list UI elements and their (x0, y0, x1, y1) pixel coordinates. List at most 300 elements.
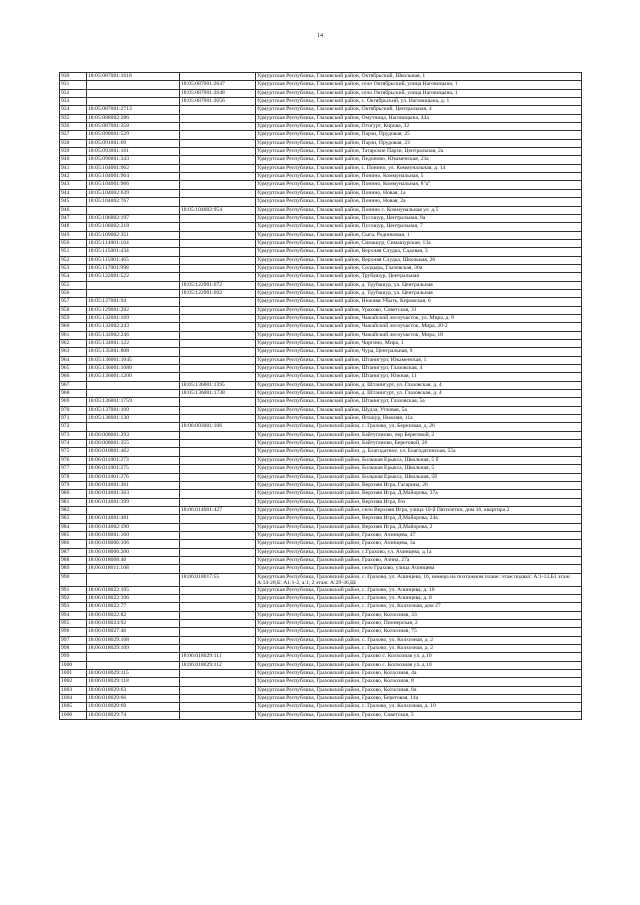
row-number-cell: 948 (60, 223, 87, 231)
row-number-cell: 930 (60, 73, 87, 81)
address-cell: Удмуртская Республика, Глазовский район, Симашур, Симашурская, 13а (256, 239, 582, 247)
table-row (60, 114, 582, 122)
land-cadastral-number-cell: 18:05:088002:286 (87, 114, 180, 122)
building-cadastral-number-cell: 18:05:087001:2648 (180, 89, 256, 97)
address-cell: Удмуртская Республика, Граховский район, с. Грахово, ул. Ачинцева, 16, номера на поэтажном плане: этаж подвал: А:1-13,Б1 этаж: А:14-28,Б: А1:1-2, а:1; 2 этаж: А:29-36,Ш (256, 573, 582, 586)
address-cell: Удмуртская Республика, Глазовский район, Понино, Коммунальная, 8"а" (256, 181, 582, 189)
land-cadastral-number-cell: 18:06:011001:275 (87, 465, 180, 473)
building-cadastral-number-cell (180, 181, 256, 189)
land-cadastral-number-cell: 18:05:087001:2713 (87, 106, 180, 114)
land-cadastral-number-cell: 18:06:018029:69 (87, 703, 180, 711)
address-cell: Удмуртская Республика, Граховский район, Грахово, Колхозная, 33 (256, 611, 582, 619)
row-number-cell: 972 (60, 423, 87, 431)
building-cadastral-number-cell (180, 456, 256, 464)
table-row (60, 173, 582, 181)
address-cell: Удмуртская Республика, Граховский район, Байтуганово, Береговой, 26 (256, 440, 582, 448)
row-number-cell: 974 (60, 440, 87, 448)
land-cadastral-number-cell: 18:05:106002:218 (87, 223, 180, 231)
address-cell: Удмуртская Республика, Глазовский район, Чиргино, Мира, 1 (256, 340, 582, 348)
row-number-cell: 998 (60, 645, 87, 653)
table-row (60, 448, 582, 456)
row-number-cell: 957 (60, 298, 87, 306)
building-cadastral-number-cell (180, 678, 256, 686)
row-number-cell: 958 (60, 306, 87, 314)
table-row (60, 214, 582, 222)
table-row (60, 298, 582, 306)
row-number-cell: 942 (60, 173, 87, 181)
table-row (60, 73, 582, 81)
row-number-cell: 944 (60, 189, 87, 197)
building-cadastral-number-cell (180, 473, 256, 481)
land-cadastral-number-cell: 18:06:018029:108 (87, 636, 180, 644)
building-cadastral-number-cell (180, 214, 256, 222)
building-cadastral-number-cell: 18:06:003001:106 (180, 423, 256, 431)
row-number-cell: 952 (60, 256, 87, 264)
building-cadastral-number-cell (180, 481, 256, 489)
row-number-cell: 940 (60, 156, 87, 164)
land-cadastral-number-cell (87, 573, 180, 586)
row-number-cell: 965 (60, 365, 87, 373)
table-row (60, 390, 582, 398)
building-cadastral-number-cell (180, 498, 256, 506)
building-cadastral-number-cell (180, 670, 256, 678)
table-row (60, 431, 582, 439)
address-cell: Удмуртская Республика, Граховский район, Большая Ерыкса, Школьная, 5 б (256, 456, 582, 464)
land-cadastral-number-cell: 18:05:104001:964 (87, 173, 180, 181)
building-cadastral-number-cell (180, 306, 256, 314)
building-cadastral-number-cell (180, 515, 256, 523)
table-row (60, 515, 582, 523)
land-cadastral-number-cell: 18:06:018029:109 (87, 645, 180, 653)
row-number-cell: 960 (60, 323, 87, 331)
row-number-cell: 995 (60, 620, 87, 628)
table-row (60, 323, 582, 331)
table-row (60, 703, 582, 711)
land-cadastral-number-cell (87, 206, 180, 214)
row-number-cell: 983 (60, 515, 87, 523)
row-number-cell: 969 (60, 398, 87, 406)
table-row (60, 481, 582, 489)
table-row (60, 356, 582, 364)
row-number-cell: 990 (60, 573, 87, 586)
address-cell: Удмуртская Республика, Глазовский район, Парзи, Прудовая, 25 (256, 131, 582, 139)
building-cadastral-number-cell (180, 139, 256, 147)
building-cadastral-number-cell: 18:05:136001:1395 (180, 381, 256, 389)
land-cadastral-number-cell: 18:05:129001:282 (87, 306, 180, 314)
address-cell: Удмуртская Республика, Граховский район, с. Грахово, ул. Березовая, д. 26 (256, 423, 582, 431)
table-row (60, 628, 582, 636)
address-cell: Удмуртская Республика, Глазовский район, Октябрьский, Школьная, 1 (256, 73, 582, 81)
building-cadastral-number-cell (180, 523, 256, 531)
table-row (60, 611, 582, 619)
land-cadastral-number-cell: 18:06:018029:118 (87, 678, 180, 686)
land-cadastral-number-cell: 18:06:014001:481 (87, 515, 180, 523)
land-cadastral-number-cell (87, 423, 180, 431)
table-row (60, 81, 582, 89)
land-cadastral-number-cell (87, 653, 180, 661)
land-cadastral-number-cell: 18:06:014002:190 (87, 523, 180, 531)
address-cell: Удмуртская Республика, Граховский район, Грахово, Ачинцева, 47 (256, 531, 582, 539)
address-cell: Удмуртская Республика, Граховский район, Байтуганово, пер Береговой, 2 (256, 431, 582, 439)
table-row (60, 273, 582, 281)
row-number-cell: 947 (60, 214, 87, 222)
row-number-cell: 1002 (60, 678, 87, 686)
address-cell: Удмуртская Республика, Граховский район, с. Грахово, ул. Ачинцева, д. 8 (256, 594, 582, 602)
building-cadastral-number-cell (180, 340, 256, 348)
row-number-cell: 1006 (60, 711, 87, 719)
land-cadastral-number-cell: 18:06:018006:200 (87, 548, 180, 556)
building-cadastral-number-cell (180, 406, 256, 414)
address-cell: Удмуртская Республика, Граховский район, Грахово с. Колхозная ул. д.10 (256, 661, 582, 669)
building-cadastral-number-cell (180, 711, 256, 719)
building-cadastral-number-cell (180, 106, 256, 114)
row-number-cell: 945 (60, 198, 87, 206)
row-number-cell: 981 (60, 498, 87, 506)
address-cell: Удмуртская Республика, Граховский район, с. Грахово, ул. Колхозная, д. 2 (256, 645, 582, 653)
land-cadastral-number-cell: 18:05:132002:246 (87, 331, 180, 339)
table-row (60, 573, 582, 586)
address-cell: Удмуртская Республика, Глазовский район, Чажайский лесоучасток, Мира, 18 (256, 331, 582, 339)
table-row (60, 381, 582, 389)
row-number-cell: 966 (60, 373, 87, 381)
table-row (60, 206, 582, 214)
row-number-cell: 989 (60, 565, 87, 573)
land-cadastral-number-cell: 18:06:010001:462 (87, 448, 180, 456)
land-cadastral-number-cell: 18:05:096001:343 (87, 156, 180, 164)
building-cadastral-number-cell (180, 114, 256, 122)
table-row (60, 373, 582, 381)
building-cadastral-number-cell (180, 603, 256, 611)
land-cadastral-number-cell: 18:06:008001:355 (87, 440, 180, 448)
land-cadastral-number-cell: 18:06:018029:115 (87, 670, 180, 678)
land-cadastral-number-cell (87, 281, 180, 289)
land-cadastral-number-cell: 18:05:136001:1045 (87, 356, 180, 364)
table-row (60, 348, 582, 356)
row-number-cell: 938 (60, 139, 87, 147)
row-number-cell: 939 (60, 148, 87, 156)
address-cell: Удмуртская Республика, Глазовский район, Верхняя Слудка, Садовая, 3 (256, 248, 582, 256)
land-cadastral-number-cell: 18:05:122001:522 (87, 273, 180, 281)
address-cell: Удмуртская Республика, Глазовский район, с. Октябрьский, ул. Наговицына, д. 1 (256, 98, 582, 106)
address-cell: Удмуртская Республика, Глазовский район, Штанигурт, Глазовская, 5а (256, 398, 582, 406)
table-row (60, 231, 582, 239)
row-number-cell: 978 (60, 473, 87, 481)
address-cell: Удмуртская Республика, Граховский район, село Верхняя Игра, улица 10-й Пятилетки, дом 16, квартира 2 (256, 506, 582, 514)
building-cadastral-number-cell (180, 531, 256, 539)
row-number-cell: 943 (60, 181, 87, 189)
land-cadastral-number-cell: 18:05:134001:122 (87, 340, 180, 348)
land-cadastral-number-cell: 18:06:008001:293 (87, 431, 180, 439)
land-cadastral-number-cell: 18:05:104002:639 (87, 189, 180, 197)
row-number-cell: 934 (60, 106, 87, 114)
table-row (60, 306, 582, 314)
table-row (60, 540, 582, 548)
building-cadastral-number-cell (180, 173, 256, 181)
land-cadastral-number-cell (87, 381, 180, 389)
row-number-cell: 977 (60, 465, 87, 473)
table-row (60, 106, 582, 114)
row-number-cell: 973 (60, 431, 87, 439)
land-cadastral-number-cell: 18:06:018024:92 (87, 620, 180, 628)
address-cell: Удмуртская Республика, Граховский район, Верхняя Игра, Д.Майорова, 2 (256, 523, 582, 531)
address-cell: Удмуртская Республика, Граховский район, Грахово, Колхозная, 4а (256, 670, 582, 678)
table-row (60, 331, 582, 339)
building-cadastral-number-cell (180, 189, 256, 197)
land-cadastral-number-cell: 18:06:018001:160 (87, 531, 180, 539)
table-row (60, 473, 582, 481)
table-row (60, 139, 582, 147)
address-cell: Удмуртская Республика, Глазовский район, Штанигурт, Глазовская, 4 (256, 365, 582, 373)
address-cell: Удмуртская Республика, Глазовский район, Понино с. Коммунальная ул. д.5 (256, 206, 582, 214)
table-row (60, 695, 582, 703)
address-cell: Удмуртская Республика, Граховский район, с. Грахово, ул. Ачинцева, д. 10 (256, 586, 582, 594)
row-number-cell: 996 (60, 628, 87, 636)
row-number-cell: 991 (60, 586, 87, 594)
address-cell: Удмуртская Республика, Глазовский район, Пусошур, Центральная, 9а (256, 214, 582, 222)
land-cadastral-number-cell (87, 661, 180, 669)
row-number-cell: 963 (60, 348, 87, 356)
building-cadastral-number-cell (180, 645, 256, 653)
row-number-cell: 950 (60, 239, 87, 247)
row-number-cell: 932 (60, 89, 87, 97)
address-cell: Удмуртская Республика, Граховский район, Грахово, Пионерская, 2 (256, 620, 582, 628)
row-number-cell: 987 (60, 548, 87, 556)
row-number-cell: 949 (60, 231, 87, 239)
table-row (60, 248, 582, 256)
address-cell: Удмуртская Республика, Глазовский район, д. Штанигурт, ул. Глазовская, д. 4 (256, 390, 582, 398)
address-cell: Удмуртская Республика, Глазовский район, Парзи, Прудовая, 23 (256, 139, 582, 147)
address-cell: Удмуртская Республика, Граховский район, Грахово, Колхозная, 75 (256, 628, 582, 636)
building-cadastral-number-cell (180, 398, 256, 406)
address-cell: Удмуртская Республика, Граховский район, Верхняя Игра, б/н (256, 498, 582, 506)
row-number-cell: 988 (60, 556, 87, 564)
land-cadastral-number-cell: 18:05:093001:161 (87, 148, 180, 156)
land-cadastral-number-cell (87, 89, 180, 97)
address-cell: Удмуртская Республика, Граховский район, Грахово с. Колхозная ул. д.10 (256, 653, 582, 661)
building-cadastral-number-cell (180, 540, 256, 548)
building-cadastral-number-cell (180, 264, 256, 272)
address-cell: Удмуртская Республика, Граховский район, с. Грахово, ул. Колхозная, д. 2 (256, 636, 582, 644)
building-cadastral-number-cell (180, 556, 256, 564)
land-cadastral-number-cell (87, 390, 180, 398)
row-number-cell: 953 (60, 264, 87, 272)
building-cadastral-number-cell (180, 686, 256, 694)
address-cell: Удмуртская Республика, Граховский район, Грахово, Колхозная, 8а (256, 686, 582, 694)
building-cadastral-number-cell (180, 323, 256, 331)
building-cadastral-number-cell (180, 156, 256, 164)
table-row (60, 415, 582, 423)
land-cadastral-number-cell: 18:06:014001:399 (87, 498, 180, 506)
row-number-cell: 1004 (60, 695, 87, 703)
row-number-cell: 992 (60, 594, 87, 602)
land-cadastral-number-cell: 18:05:137001:109 (87, 406, 180, 414)
table-row (60, 181, 582, 189)
row-number-cell: 968 (60, 390, 87, 398)
row-number-cell: 1001 (60, 670, 87, 678)
land-cadastral-number-cell: 18:06:018011:108 (87, 565, 180, 573)
row-number-cell: 999 (60, 653, 87, 661)
building-cadastral-number-cell (180, 611, 256, 619)
row-number-cell: 931 (60, 81, 87, 89)
building-cadastral-number-cell (180, 164, 256, 172)
building-cadastral-number-cell (180, 123, 256, 131)
address-cell: Удмуртская Республика, Глазовский район, Педоново, Юкаменская, 23а (256, 156, 582, 164)
building-cadastral-number-cell: 18:06:018029:112 (180, 661, 256, 669)
address-cell: Удмуртская Республика, Глазовский район, Понино, Коммунальная, 5 (256, 173, 582, 181)
address-cell: Удмуртская Республика, Граховский район, Большая Ерыкса, Школьная, 5б (256, 473, 582, 481)
address-cell: Удмуртская Республика, Глазовский район, с. Понино, ул. Коммунальная, д. 14 (256, 164, 582, 172)
land-cadastral-number-cell: 18:05:136001:1200 (87, 373, 180, 381)
table-row (60, 556, 582, 564)
table-row (60, 264, 582, 272)
building-cadastral-number-cell: 18:05:087001:2656 (180, 98, 256, 106)
address-cell: Удмуртская Республика, Граховский район, Грахово, Азина, 27а (256, 556, 582, 564)
table-row (60, 198, 582, 206)
row-number-cell: 994 (60, 611, 87, 619)
land-cadastral-number-cell: 18:05:136001:1080 (87, 365, 180, 373)
table-row (60, 565, 582, 573)
table-row (60, 440, 582, 448)
table-row (60, 711, 582, 719)
table-row (60, 645, 582, 653)
row-number-cell: 951 (60, 248, 87, 256)
address-cell: Удмуртская Республика, Глазовский район, Урахово, Советская, 31 (256, 306, 582, 314)
building-cadastral-number-cell (180, 248, 256, 256)
table-row (60, 289, 582, 297)
table-row (60, 636, 582, 644)
land-cadastral-number-cell (87, 289, 180, 297)
building-cadastral-number-cell (180, 594, 256, 602)
row-number-cell: 941 (60, 164, 87, 172)
land-cadastral-number-cell: 18:06:011001:273 (87, 456, 180, 464)
table-row (60, 423, 582, 431)
address-cell: Удмуртская Республика, Глазовский район, село Октябрьский, улица Наговицына, 1 (256, 81, 582, 89)
address-cell: Удмуртская Республика, Глазовский район, Татарские Парзи, Центральная, 2а (256, 148, 582, 156)
address-cell: Удмуртская Республика, Глазовский район, село Октябрьский, улица Наговицына, 1 (256, 89, 582, 97)
building-cadastral-number-cell: 18:05:104002:954 (180, 206, 256, 214)
land-cadastral-number-cell: 18:05:109002:351 (87, 231, 180, 239)
table-row (60, 223, 582, 231)
address-cell: Удмуртская Республика, Глазовский район, Чажайский лесоучасток, ул. Мира, д. 9 (256, 314, 582, 322)
address-cell: Удмуртская Республика, Граховский район, Верхняя Игра, Д.Майорова, 37а (256, 490, 582, 498)
address-cell: Удмуртская Республика, Глазовский район, д. Трубашур, ул. Центральная (256, 289, 582, 297)
land-cadastral-number-cell: 18:05:104002:767 (87, 198, 180, 206)
row-number-cell: 946 (60, 206, 87, 214)
table-row (60, 548, 582, 556)
table-row (60, 498, 582, 506)
land-cadastral-number-cell: 18:05:115001:465 (87, 256, 180, 264)
building-cadastral-number-cell (180, 703, 256, 711)
address-cell: Удмуртская Республика, Глазовский район, Октябрьский, Центральная, 4 (256, 106, 582, 114)
table-row (60, 281, 582, 289)
address-cell: Удмуртская Республика, Граховский район, Грахово, Ачинцева, 3а (256, 540, 582, 548)
address-cell: Удмуртская Республика, Граховский район, Грахово, Советская, 5 (256, 711, 582, 719)
property-register-table (59, 72, 582, 720)
row-number-cell: 985 (60, 531, 87, 539)
table-row (60, 506, 582, 514)
table-row (60, 620, 582, 628)
address-cell: Удмуртская Республика, Граховский район, с. Грахово, ул. Колхозная, дом 27 (256, 603, 582, 611)
building-cadastral-number-cell: 18:06:018017:55 (180, 573, 256, 586)
table-row (60, 256, 582, 264)
row-number-cell: 993 (60, 603, 87, 611)
row-number-cell: 961 (60, 331, 87, 339)
land-cadastral-number-cell: 18:06:018022:105 (87, 586, 180, 594)
row-number-cell: 962 (60, 340, 87, 348)
land-cadastral-number-cell: 18:05:127001:94 (87, 298, 180, 306)
building-cadastral-number-cell: 18:05:136001:1738 (180, 390, 256, 398)
building-cadastral-number-cell (180, 356, 256, 364)
row-number-cell: 936 (60, 123, 87, 131)
table-row (60, 594, 582, 602)
table-row (60, 531, 582, 539)
address-cell: Удмуртская Республика, Глазовский район, д. Штанигурт, ул. Глазовская, д. 4 (256, 381, 582, 389)
building-cadastral-number-cell (180, 314, 256, 322)
land-cadastral-number-cell (87, 506, 180, 514)
table-row (60, 653, 582, 661)
building-cadastral-number-cell (180, 465, 256, 473)
building-cadastral-number-cell (180, 198, 256, 206)
table-row (60, 340, 582, 348)
row-number-cell: 964 (60, 356, 87, 364)
building-cadastral-number-cell (180, 620, 256, 628)
address-cell: Удмуртская Республика, Глазовский район, Шудза, Угловая, 5а (256, 406, 582, 414)
land-cadastral-number-cell: 18:05:135001:808 (87, 348, 180, 356)
table-row (60, 523, 582, 531)
building-cadastral-number-cell (180, 636, 256, 644)
address-cell: Удмуртская Республика, Граховский район, Верхняя Игра, Д.Майорова, 24а (256, 515, 582, 523)
address-cell: Удмуртская Республика, Глазовский район, Сыга, Родниковая, 1 (256, 231, 582, 239)
row-number-cell: 980 (60, 490, 87, 498)
row-number-cell: 975 (60, 448, 87, 456)
building-cadastral-number-cell (180, 131, 256, 139)
row-number-cell: 997 (60, 636, 87, 644)
building-cadastral-number-cell (180, 490, 256, 498)
building-cadastral-number-cell (180, 565, 256, 573)
address-cell: Удмуртская Республика, Глазовский район, Понино, Новая, 2а (256, 198, 582, 206)
table-row (60, 465, 582, 473)
land-cadastral-number-cell: 18:05:132002:243 (87, 323, 180, 331)
building-cadastral-number-cell (180, 431, 256, 439)
building-cadastral-number-cell (180, 348, 256, 356)
building-cadastral-number-cell (180, 373, 256, 381)
land-cadastral-number-cell: 18:05:091001:69 (87, 139, 180, 147)
row-number-cell: 976 (60, 456, 87, 464)
table-row (60, 661, 582, 669)
land-cadastral-number-cell: 18:05:114001:164 (87, 239, 180, 247)
land-cadastral-number-cell: 18:06:018029:63 (87, 686, 180, 694)
building-cadastral-number-cell (180, 331, 256, 339)
land-cadastral-number-cell: 18:06:018029:74 (87, 711, 180, 719)
building-cadastral-number-cell (180, 273, 256, 281)
row-number-cell: 1005 (60, 703, 87, 711)
address-cell: Удмуртская Республика, Глазовский район, Отогурт, Кирова, 32 (256, 123, 582, 131)
address-cell: Удмуртская Республика, Граховский район, с. Грахово, ул. Колхозная, д. 10 (256, 703, 582, 711)
table-row (60, 239, 582, 247)
table-row (60, 164, 582, 172)
table-row (60, 98, 582, 106)
row-number-cell: 959 (60, 314, 87, 322)
row-number-cell: 937 (60, 131, 87, 139)
row-number-cell: 982 (60, 506, 87, 514)
land-cadastral-number-cell: 18:06:018008:40 (87, 556, 180, 564)
land-cadastral-number-cell: 18:06:014001:361 (87, 481, 180, 489)
building-cadastral-number-cell: 18:06:014001:427 (180, 506, 256, 514)
land-cadastral-number-cell: 18:06:018022:82 (87, 611, 180, 619)
land-cadastral-number-cell: 18:05:138001:130 (87, 415, 180, 423)
row-number-cell: 984 (60, 523, 87, 531)
building-cadastral-number-cell: 18:05:122001:692 (180, 289, 256, 297)
